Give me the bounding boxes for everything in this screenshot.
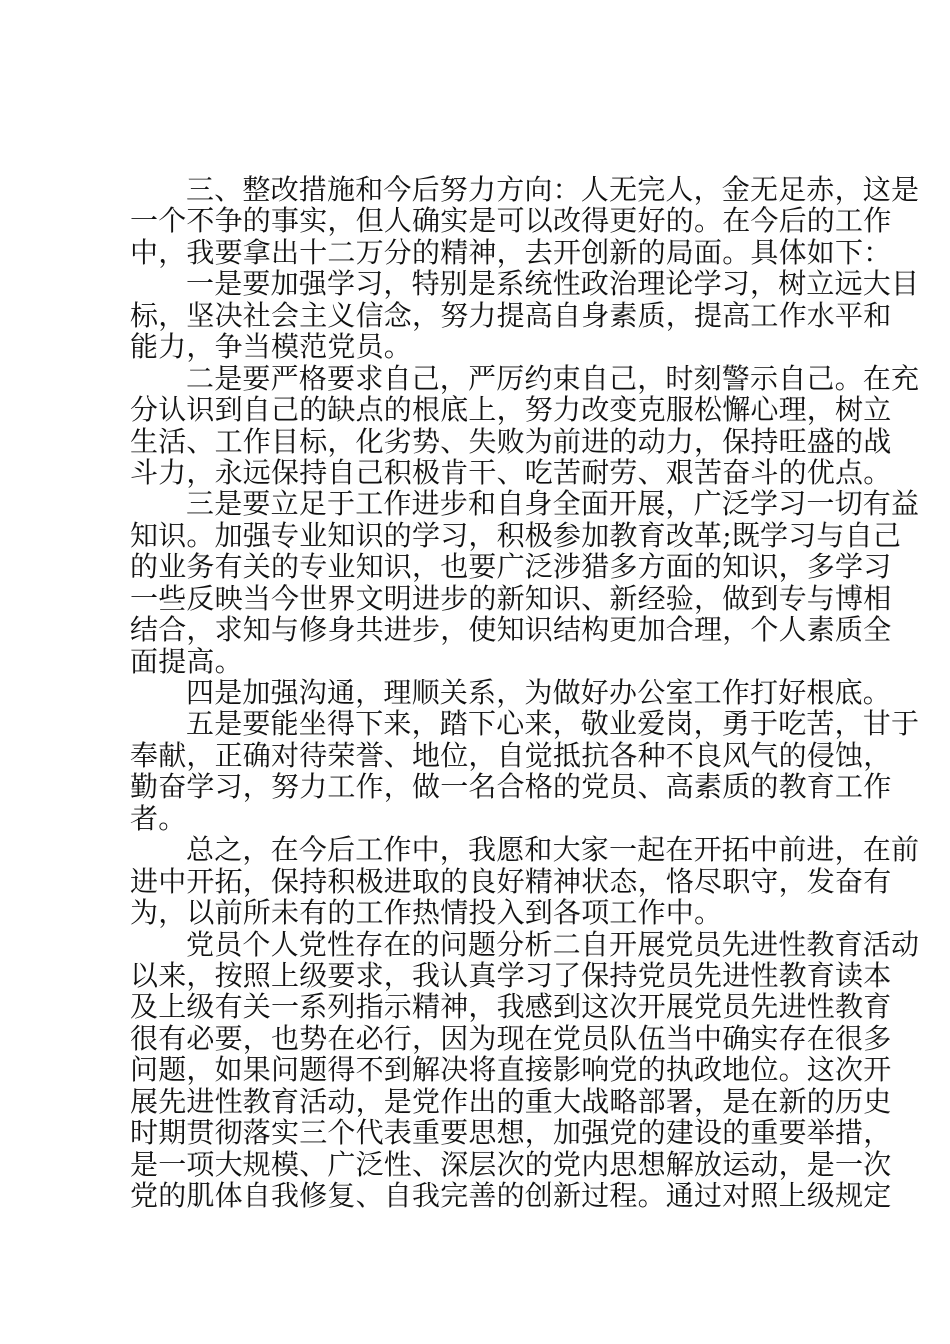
- text-line: 时期贯彻落实三个代表重要思想，加强党的建设的重要举措，: [130, 1116, 892, 1150]
- paragraph: [130, 361, 920, 489]
- text-line: 问题，如果问题得不到解决将直接影响党的执政地位。这次开: [130, 1053, 892, 1087]
- text-line: 三是要立足于工作进步和自身全面开展，广泛学习一切有益: [186, 487, 920, 521]
- text-line: 分认识到自己的缺点的根底上，努力改变克服松懈心理，树立: [130, 393, 892, 427]
- text-line: 勤奋学习，努力工作，做一名合格的党员、高素质的教育工作: [130, 770, 892, 804]
- text-line: 为，以前所未有的工作热情投入到各项工作中。: [130, 896, 723, 930]
- text-line: 是一项大规模、广泛性、深层次的党内思想解放运动，是一次: [130, 1147, 892, 1181]
- text-line: 党的肌体自我修复、自我完善的创新过程。通过对照上级规定: [130, 1179, 892, 1212]
- text-line: 一是要加强学习，特别是系统性政治理论学习，树立远大目: [186, 267, 920, 301]
- paragraph: [130, 676, 892, 709]
- text-line: 二是要严格要求自己，严厉约束自己，时刻警示自己。在充: [186, 361, 920, 395]
- text-line: 一个不争的事实，但人确实是可以改得更好的。在今后的工作: [130, 204, 892, 238]
- paragraph: [130, 173, 920, 269]
- text-line: 五是要能坐得下来，踏下心来，敬业爱岗，勇于吃苦，甘于: [186, 707, 920, 741]
- text-line: 很有必要，也势在必行，因为现在党员队伍当中确实存在很多: [130, 1021, 892, 1055]
- text-line: 四是加强沟通，理顺关系，为做好办公室工作打好根底。: [186, 676, 892, 709]
- paragraph: [130, 927, 920, 1212]
- text-line: 及上级有关一系列指示精神，我感到这次开展党员先进性教育: [130, 990, 892, 1024]
- text-line: 展先进性教育活动，是党作出的重大战略部署，是在新的历史: [130, 1084, 892, 1118]
- paragraph: [130, 707, 920, 835]
- text-line: 三、整改措施和今后努力方向：人无完人，金无足赤，这是: [186, 173, 920, 206]
- text-line: 以来，按照上级要求，我认真学习了保持党员先进性教育读本: [130, 958, 892, 992]
- paragraph: [130, 487, 920, 678]
- text-line: 结合，求知与修身共进步，使知识结构更加合理，个人素质全: [130, 613, 892, 647]
- text-line: 进中开拓，保持积极进取的良好精神状态，恪尽职守，发奋有: [130, 864, 892, 898]
- text-line: 知识。加强专业知识的学习，积极参加教育改革;既学习与自己: [130, 518, 902, 552]
- text-line: 一些反映当今世界文明进步的新知识、新经验，做到专与博相: [130, 581, 892, 615]
- text-line: 生活、工作目标，化劣势、失败为前进的动力，保持旺盛的战: [130, 424, 892, 458]
- document-page: [130, 173, 920, 1212]
- text-line: 面提高。: [130, 644, 243, 678]
- paragraph: [130, 267, 920, 364]
- text-line: 者。: [130, 801, 187, 835]
- text-line: 总之，在今后工作中，我愿和大家一起在开拓中前进，在前: [186, 833, 920, 867]
- text-line: 党员个人党性存在的问题分析二自开展党员先进性教育活动: [186, 927, 920, 961]
- paragraph: [130, 833, 920, 930]
- text-line: 斗力，永远保持自己积极肯干、吃苦耐劳、艰苦奋斗的优点。: [130, 455, 892, 489]
- text-line: 中，我要拿出十二万分的精神，去开创新的局面。具体如下：: [130, 235, 892, 269]
- text-line: 能力，争当模范党员。: [130, 330, 413, 364]
- text-line: 标，坚决社会主义信念，努力提高自身素质，提高工作水平和: [130, 298, 892, 332]
- text-line: 奉献，正确对待荣誉、地位，自觉抵抗各种不良风气的侵蚀，: [130, 738, 892, 772]
- text-line: 的业务有关的专业知识，也要广泛涉猎多方面的知识，多学习: [130, 550, 892, 584]
